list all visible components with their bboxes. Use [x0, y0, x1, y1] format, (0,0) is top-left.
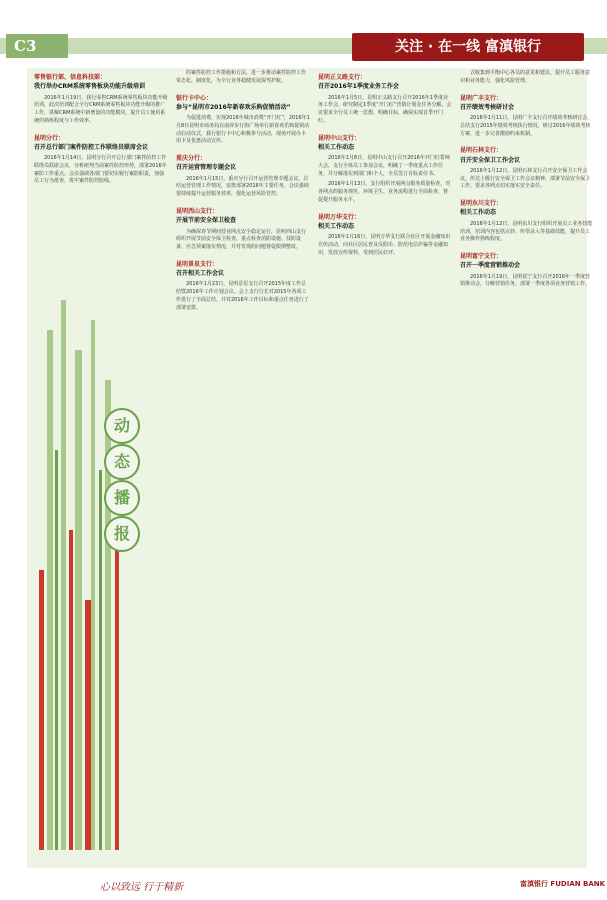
vertical-title-char: 播 [104, 480, 140, 516]
news-item [318, 73, 452, 126]
news-item [176, 70, 310, 86]
news-item [176, 207, 310, 252]
vertical-title-char: 报 [104, 516, 140, 552]
news-title: 召开2016年1季度业务工作会 [318, 83, 399, 91]
news-body: 2016年1月8日，昆明中山支行召开2016年开门红誓师大会。支行全体员工参加会议，明确了一季度重点工作任务，并分解落实到部门和个人，全员签订目标责任书。 [318, 155, 450, 177]
news-title: 召开安全保卫工作会议 [460, 156, 521, 164]
news-org: 银行卡中心： [176, 94, 213, 102]
news-org: 昆明万华支行： [318, 213, 361, 221]
news-title: 召开运营管理专题会议 [176, 164, 237, 172]
news-body: 为促进消费，实现2016年城市消费“开门红”，2016年1月8日昆明市商务局在南屏步行街广场举行新春欢乐购促销活动启动仪式，我行银行卡中心积极参与活动，现场开展办卡用卡及优惠活动宣传。 [176, 115, 310, 145]
news-body: 为确保春节期间营业网点安全稳定运行，昆明西山支行组织开展节前安全保卫检查，重点检查消防设施、技防设备、应急预案落实情况，并对发现的问题督促限期整改。 [176, 228, 307, 251]
news-item [176, 94, 310, 147]
news-title: 相关工作动态 [318, 143, 355, 151]
news-org: 昆明广丰支行： [460, 94, 503, 102]
news-body: 2016年1月13日，支行组织开展网点服务质量检查，对各网点的服务规范、环境卫生、业务流程进行全面检查，督促提升服务水平。 [318, 181, 451, 203]
section-header: 关注 · 在一线 富滇银行 [352, 33, 584, 61]
news-title: 召开一季度营销推动会 [460, 262, 521, 270]
news-item [34, 134, 168, 187]
news-body: 的案件防控工作措施和方法，进一步推动案件防控工作常态化、制度化，为全行业务稳健发展保驾护航。 [176, 70, 307, 84]
news-org: 昆明东川支行： [460, 200, 503, 208]
news-column-1 [34, 70, 168, 194]
news-title: 开展节前安全保卫检查 [176, 217, 237, 225]
news-item [34, 73, 168, 126]
news-body: 2016年1月19日，昆明富宁支行召开2016年一季度营销推动会，分解营销任务，部署一季度各项业务营销工作。 [460, 273, 591, 288]
news-title: 相关工作动态 [460, 209, 497, 217]
news-item [460, 94, 594, 139]
vertical-title-char: 动 [104, 408, 140, 444]
footer-logo: 富滇银行 FUDIAN BANK [520, 880, 606, 888]
news-body: 2016年1月12日，昆明石林支行召开安全保卫工作会议，传达上级行安全保卫工作会议精神，部署节前安全保卫工作，要求各网点切实落实安全责任。 [460, 167, 591, 190]
news-item [176, 260, 310, 313]
news-item [460, 252, 594, 289]
news-title: 召开相关工作会议 [176, 270, 225, 278]
news-org: 重庆分行： [176, 155, 207, 163]
news-item [318, 213, 452, 258]
news-body: 2016年1月15日，重庆分行召开运营管理专题会议，总结运营管理工作情况，安排部署2016年主要任务。会议强调要持续提升运营服务效率，强化运营风险管控。 [176, 175, 309, 198]
news-column-2 [176, 70, 310, 320]
news-column-4 [460, 70, 594, 297]
news-org: 昆明正义路支行： [318, 74, 367, 81]
news-body: 2016年1月16日，昆明万华支行联合社区开展金融知识宣传活动，向社区居民普及反假币、防范电信诈骗等金融知识，发放宣传资料，受到居民好评。 [318, 234, 451, 256]
page-number: C3 [6, 34, 68, 58]
news-body: 2016年1月12日，昆明东川支行组织开展员工业务技能培训，培训内容包括点钞、传票录入等基础技能，提升员工业务操作熟练程度。 [460, 220, 593, 243]
news-body: 2016年1月14日，昆明分行召开总行部门案件防控工作联络员联席会议，分析研判当前案件防控形势，部署2016年案防工作重点。会议强调各部门要切实履行案防职责，加强员工行为排查，筑牢案件防控防线。 [34, 155, 167, 185]
news-org: 昆明中山支行： [318, 134, 361, 142]
news-org: 昆明分行： [34, 134, 65, 142]
news-body: 2016年1月11日，昆明广丰支行召开绩效考核研讨会，总结支行2015年绩效考核执行情况，研讨2016年绩效考核方案，进一步完善激励约束机制。 [460, 115, 593, 137]
news-column-3 [318, 70, 452, 266]
news-body: 2016年1月19日，我行零售CRM系统零售板块功能升级培训，此次培训配合全行CRM系统零售板块功能升级的推广工作，讲解CRM系统中新增设的功能模块，提升员工使用系统的熟练程度与工作效率。 [34, 94, 168, 124]
news-title: 参与“昆明市2016年新春欢乐购促销活动” [176, 103, 291, 111]
news-org: 昆明景星支行： [176, 260, 219, 268]
vertical-title-char: 态 [104, 444, 140, 480]
news-org: 零售银行部、信息科技部： [34, 74, 107, 81]
news-item [176, 154, 310, 199]
news-item [460, 146, 594, 191]
news-org: 昆明富宁支行： [460, 253, 503, 261]
news-body: 2016年1月5日，昆明正义路支行召开2016年1季度业务工作会，研究制定1季度“开门红”营销计划及任务分解。会议要求全行员工统一思想，明确目标，确保实现首季开门红。 [318, 94, 452, 124]
news-org: 昆明西山支行： [176, 207, 219, 215]
news-item [460, 70, 594, 86]
news-item [318, 134, 452, 205]
footer-slogan: 心以致远 行于精新 [100, 882, 184, 893]
news-org: 昆明石林支行： [460, 147, 503, 155]
news-item [460, 199, 594, 244]
news-title: 相关工作动态 [318, 222, 355, 230]
news-body: 2016年1月23日，昆明景星支行召开2015年度工作总结暨2016年工作计划会议。会上支行行长对2015年各项工作进行了全面总结，并对2016年工作目标和重点任务进行了部署安排。 [176, 281, 309, 311]
news-body: 式收集到平衡中心各员的意见和建议，提升员工服务意识和业务能力，强化风险管理。 [460, 70, 591, 84]
news-title: 召开绩效考核研讨会 [460, 103, 515, 111]
news-title: 召开总行部门案件防控工作联络员联席会议 [34, 143, 149, 151]
news-title: 我行举办CRM系统零售板块功能升级培训 [34, 83, 145, 91]
